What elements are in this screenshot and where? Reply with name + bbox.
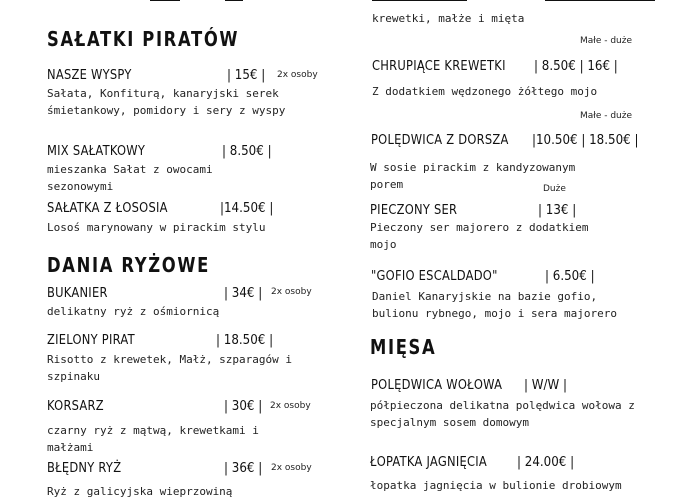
item-desc-korsarz: czarny ryż z mątwą, krewetkami i małżami — [47, 424, 259, 454]
item-desc-bledny: Ryż z galicyjska wieprzowiną — [47, 485, 233, 498]
item-desc-nasze-wyspy: Sałata, Konfiturą, kanaryjski serek śmietankowy, pomidory i sery z wyspy — [47, 87, 286, 117]
item-name-krewetki: CHRUPIĄCE KREWETKI — [372, 58, 506, 74]
item-name-ser: PIECZONY SER — [370, 202, 458, 218]
item-price-nasze-wyspy: | 15€ | — [227, 67, 266, 83]
item-note-bledny: 2x osoby — [271, 463, 312, 473]
item-desc-wolowa: półpieczona delikatna polędwica wołowa z specjalnym sosem domowym — [370, 399, 635, 429]
item-desc-krewetki: Z dodatkiem wędzonego żółtego mojo — [372, 85, 598, 98]
item-sizes-ser: Duże — [543, 184, 566, 194]
item-note-korsarz: 2x osoby — [270, 401, 311, 411]
item-price-bukanier: | 34€ | — [224, 285, 263, 301]
item-price-poledwica-dorsza: |10.50€ | 18.50€ | — [532, 132, 639, 148]
item-name-wolowa: POLĘDWICA WOŁOWA — [371, 377, 503, 393]
item-note-bukanier: 2x osoby — [271, 287, 312, 297]
item-price-zielony: | 18.50€ | — [216, 332, 274, 348]
clipped-heading-fragment — [225, 0, 243, 1]
item-note-nasze-wyspy: 2x osoby — [277, 70, 318, 80]
item-price-jagniecia: | 24.00€ | — [517, 454, 575, 470]
item-name-zielony: ZIELONY PIRAT — [47, 332, 135, 348]
item-sizes-poledwica-dorsza: Małe - duże — [580, 111, 633, 121]
item-price-korsarz: | 30€ | — [224, 398, 263, 414]
item-name-losos: SAŁATKA Z ŁOSOSIA — [47, 200, 168, 216]
item-price-gofio: | 6.50€ | — [545, 268, 595, 284]
item-desc-poledwica-dorsza: W sosie pirackim z kandyzowanym porem — [370, 161, 576, 191]
clipped-item-fragment — [372, 0, 467, 1]
section-title-miesa: MIĘSA — [370, 335, 437, 359]
item-name-nasze-wyspy: NASZE WYSPY — [47, 67, 132, 83]
section-title-salatki: SAŁATKI PIRATÓW — [47, 27, 240, 51]
item-price-krewetki: | 8.50€ | 16€ | — [534, 58, 618, 74]
item-price-mix: | 8.50€ | — [222, 143, 272, 159]
item-price-bledny: | 36€ | — [224, 460, 263, 476]
item-name-mix: MIX SAŁATKOWY — [47, 143, 146, 159]
item-desc-losos: Losoś marynowany w pirackim stylu — [47, 221, 266, 234]
item-desc-zielony: Risotto z krewetek, Małż, szparagów i szpinaku — [47, 353, 293, 383]
item-name-gofio: "GOFIO ESCALDADO" — [371, 268, 498, 284]
item-desc-clipped-top: krewetki, małże i mięta — [372, 12, 525, 25]
clipped-heading-fragment — [150, 0, 180, 1]
item-name-bukanier: BUKANIER — [47, 285, 108, 301]
item-sizes-krewetki: Małe - duże — [580, 36, 633, 46]
item-name-korsarz: KORSARZ — [47, 398, 104, 414]
item-name-jagniecia: ŁOPATKA JAGNIĘCIA — [370, 454, 487, 470]
section-title-ryz: DANIA RYŻOWE — [47, 253, 210, 277]
item-desc-bukanier: delikatny ryż z ośmiornicą — [47, 305, 220, 318]
item-name-bledny: BŁĘDNY RYŻ — [47, 460, 122, 476]
item-price-ser: | 13€ | — [538, 202, 577, 218]
item-price-losos: |14.50€ | — [220, 200, 274, 216]
item-desc-ser: Pieczony ser majorero z dodatkiem mojo — [370, 221, 589, 251]
item-desc-jagniecia: łopatka jagnięcia w bulionie drobiowym — [370, 479, 622, 492]
item-price-wolowa: | W/W | — [524, 377, 568, 393]
item-desc-mix: mieszanka Sałat z owocami sezonowymi — [47, 163, 213, 193]
item-name-poledwica-dorsza: POLĘDWICA Z DORSZA — [371, 132, 509, 148]
clipped-price-fragment — [545, 0, 655, 1]
item-desc-gofio: Daniel Kanaryjskie na bazie gofio, bulionu rybnego, mojo i sera majorero — [372, 290, 618, 320]
